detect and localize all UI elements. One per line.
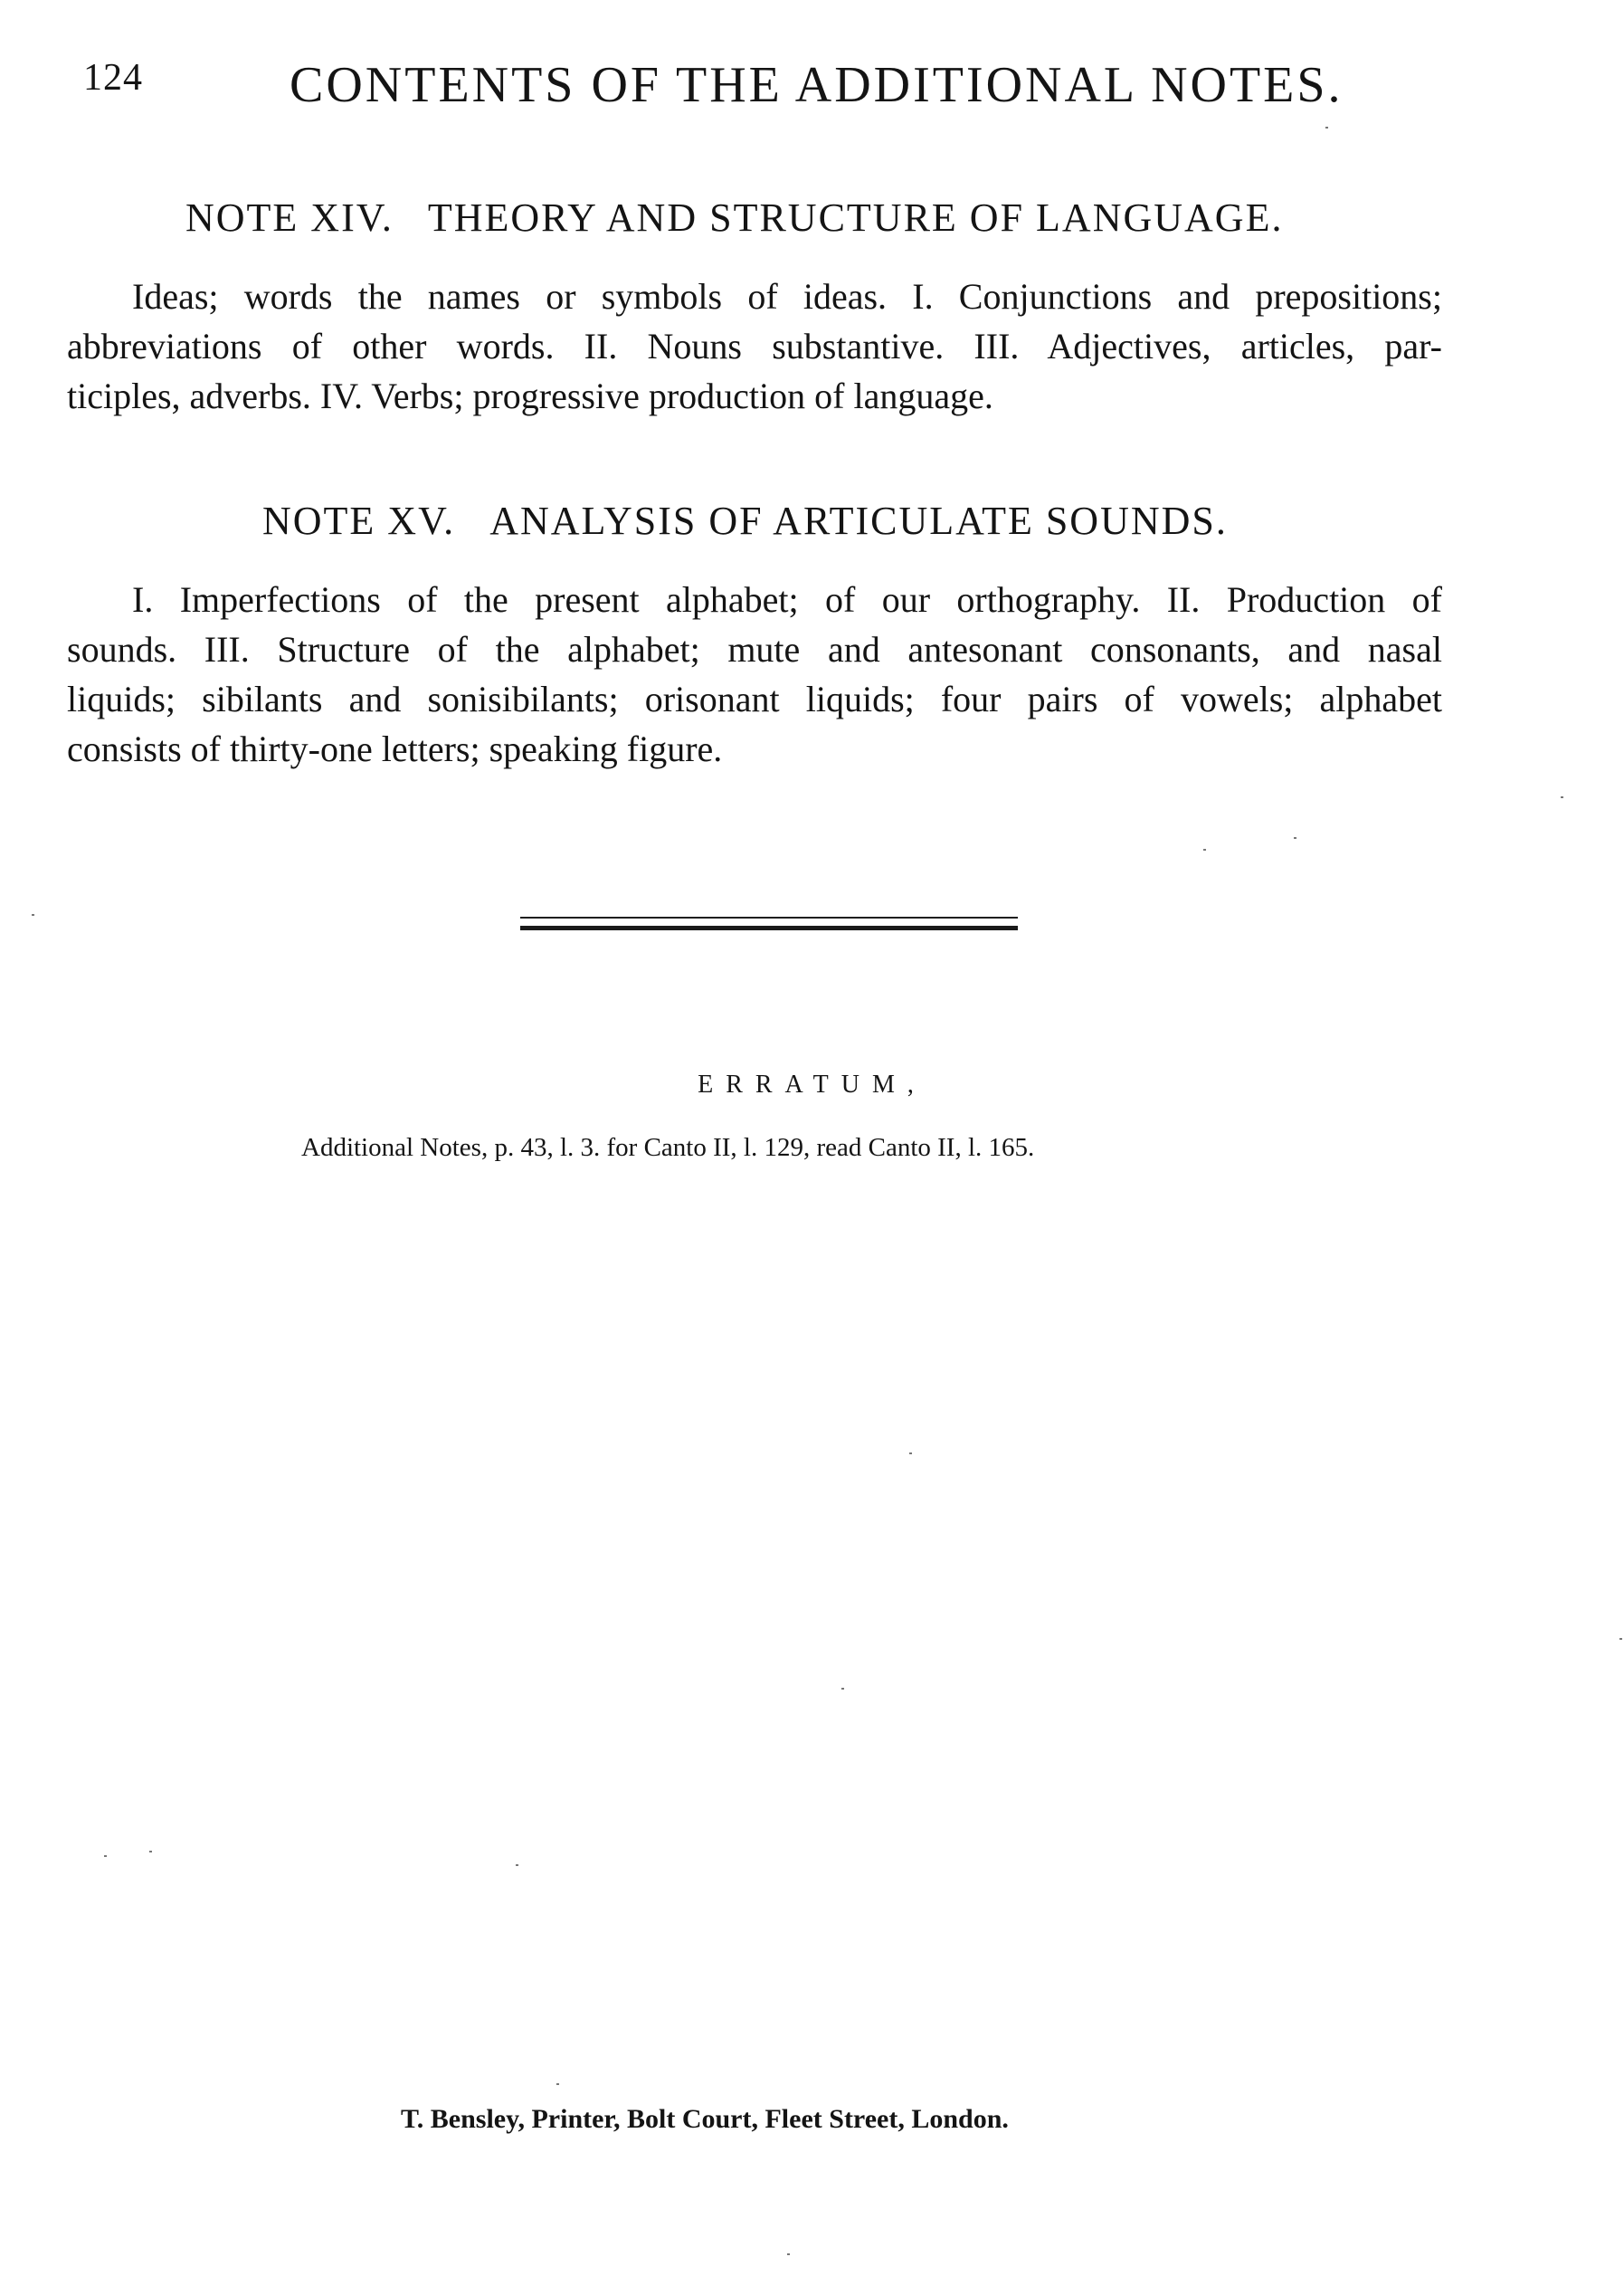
- note-xv-line-4: consists of thirty-one letters; speaking figure.: [67, 729, 723, 769]
- note-xiv-summary: [67, 271, 1442, 421]
- section-divider-rule: [520, 917, 1018, 930]
- note-xv-line-2: sounds. III. Structure of the alphabet; mute and antesonant consonants, and nasal: [67, 629, 1442, 670]
- note-xv-line-3: liquids; sibilants and sonisibilants; orisonant liquids; four pairs of vowels; alphabet: [67, 679, 1442, 719]
- note-xv-title: ANALYSIS OF ARTICULATE SOUNDS.: [489, 499, 1228, 543]
- printer-imprint: T. Bensley, Printer, Bolt Court, Fleet Street, London.: [401, 2104, 1009, 2134]
- scan-speck: [841, 1688, 844, 1690]
- scan-speck: [1619, 1638, 1622, 1640]
- erratum-text: Additional Notes, p. 43, l. 3. for Canto II, l. 129, read Canto II, l. 165.: [301, 1133, 1035, 1162]
- page-number: 124: [83, 57, 143, 99]
- note-xiv-line-2: abbreviations of other words. II. Nouns substantive. III. Adjectives, articles, par-: [67, 326, 1442, 367]
- scan-speck: [104, 1855, 107, 1857]
- note-xv-summary: [67, 575, 1442, 774]
- note-xv-heading: [262, 498, 1228, 544]
- scan-speck: [32, 914, 34, 916]
- scan-speck: [1561, 796, 1563, 798]
- note-xv-number: NOTE XV.: [262, 499, 456, 543]
- note-xiv-title: THEORY AND STRUCTURE OF LANGUAGE.: [427, 195, 1284, 240]
- note-xv-line-1: I. Imperfections of the present alphabet; of our orthography. II. Production of: [132, 579, 1442, 620]
- scan-speck: [556, 2083, 559, 2085]
- scan-speck: [1325, 127, 1328, 129]
- note-xiv-line-1: Ideas; words the names or symbols of ideas. I. Conjunctions and prepositions;: [132, 276, 1442, 317]
- scan-speck: [516, 1864, 518, 1866]
- scan-speck: [1294, 837, 1296, 839]
- scan-speck: [909, 1452, 912, 1454]
- note-xiv-number: NOTE XIV.: [185, 195, 394, 240]
- note-xiv-line-3: ticiples, adverbs. IV. Verbs; progressive production of language.: [67, 376, 993, 416]
- note-xiv-heading: [185, 195, 1283, 241]
- scan-speck: [787, 2253, 790, 2255]
- scan-speck: [1203, 849, 1206, 851]
- erratum-title: ERRATUM,: [698, 1071, 926, 1099]
- scan-speck: [149, 1851, 152, 1852]
- running-title: CONTENTS OF THE ADDITIONAL NOTES.: [290, 57, 1344, 113]
